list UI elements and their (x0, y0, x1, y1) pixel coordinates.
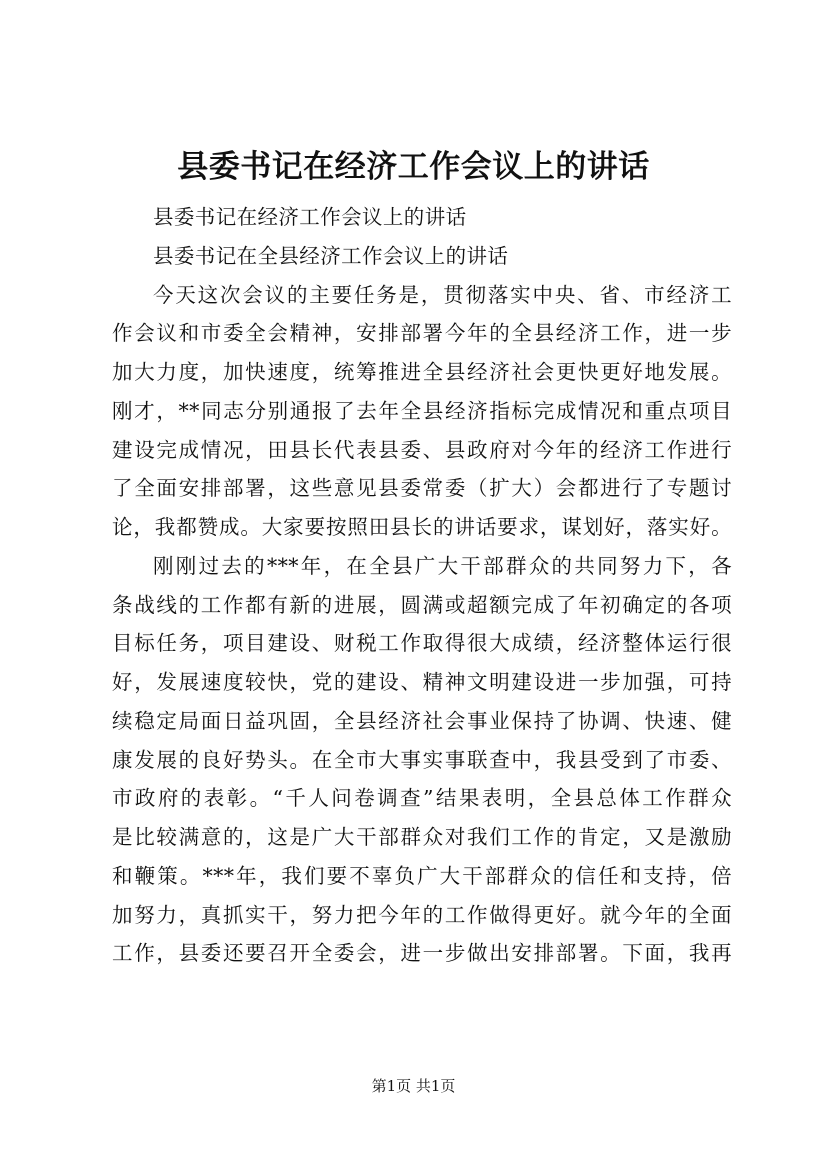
subtitle-line: 县委书记在全县经济工作会议上的讲话 (153, 243, 509, 268)
body-line: 工作，县委还要召开全委会，进一步做出安排部署。下面，我再 (112, 941, 732, 966)
body-line: 今天这次会议的主要任务是，贯彻落实中央、省、市经济工 (153, 282, 732, 307)
body-line: 市政府的表彰。“千人问卷调查”结果表明，全县总体工作群众 (112, 786, 732, 811)
subtitle-line: 县委书记在经济工作会议上的讲话 (153, 205, 467, 229)
body-line: 论，我都赞成。大家要按照田县长的讲话要求，谋划好，落实好。 (112, 515, 732, 539)
body-line: 和鞭策。***年，我们要不辜负广大干部群众的信任和支持，倍 (112, 863, 732, 888)
page-number: 第1页 共1页 (371, 1077, 456, 1095)
body-line: 康发展的良好势头。在全市大事实事联查中，我县受到了市委、 (112, 747, 732, 772)
body-line: 是比较满意的，这是广大干部群众对我们工作的肯定，又是激励 (112, 825, 732, 849)
body-line: 建设完成情况，田县长代表县委、县政府对今年的经济工作进行 (112, 437, 732, 462)
body-line: 续稳定局面日益巩固，全县经济社会事业保持了协调、快速、健 (112, 708, 732, 733)
body-line: 好，发展速度较快，党的建设、精神文明建设进一步加强，可持 (112, 670, 732, 694)
body-line: 条战线的工作都有新的进展，圆满或超额完成了年初确定的各项 (112, 592, 732, 617)
document-title: 县委书记在经济工作会议上的讲话 (177, 149, 650, 185)
body-line: 刚才，**同志分别通报了去年全县经济指标完成情况和重点项目 (112, 398, 732, 423)
body-line: 加努力，真抓实干，努力把今年的工作做得更好。就今年的全面 (112, 902, 732, 927)
body-line: 作会议和市委全会精神，安排部署今年的全县经济工作，进一步 (112, 321, 732, 346)
document-body (112, 198, 732, 973)
body-line: 目标任务，项目建设、财税工作取得很大成绩，经济整体运行很 (112, 631, 732, 656)
body-line: 加大力度，加快速度，统筹推进全县经济社会更快更好地发展。 (112, 360, 732, 384)
body-line: 刚刚过去的***年，在全县广大干部群众的共同努力下，各 (153, 553, 732, 578)
body-line: 了全面安排部署，这些意见县委常委（扩大）会都进行了专题讨 (112, 476, 732, 501)
